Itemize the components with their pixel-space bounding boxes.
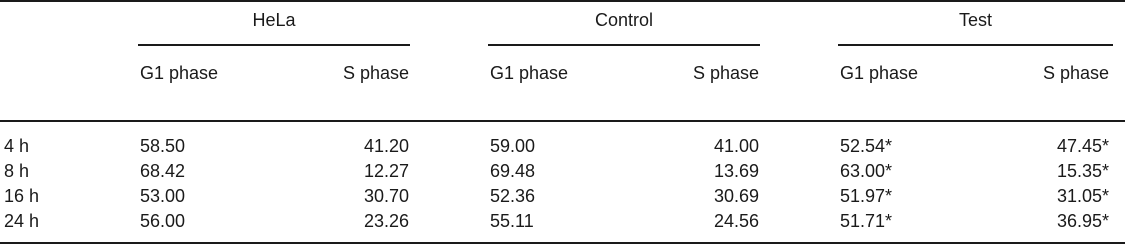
group-header-control: Control [594, 10, 654, 30]
subheader-test-s: S phase [1042, 63, 1109, 83]
table-bottom-rule [0, 242, 1125, 244]
table-cell: 15.35* [1056, 161, 1109, 181]
table-header-rule [0, 120, 1125, 122]
table-cell: 69.48 [490, 161, 536, 181]
table-cell: 51.71* [840, 211, 893, 231]
table-cell: 30.70 [363, 186, 409, 206]
subheader-control-s: S phase [692, 63, 759, 83]
subheader-test-g1: G1 phase [840, 63, 919, 83]
group-header-hela: HeLa [252, 10, 296, 30]
table-cell: 59.00 [490, 136, 536, 156]
table-cell: 24.56 [713, 211, 759, 231]
table-cell: 52.36 [490, 186, 536, 206]
table-cell: 52.54* [840, 136, 893, 156]
row-label: 8 h [4, 161, 30, 181]
group-rule-hela [138, 44, 410, 46]
group-rule-test [838, 44, 1113, 46]
subheader-hela-g1: G1 phase [140, 63, 219, 83]
table-cell: 12.27 [363, 161, 409, 181]
group-rule-control [488, 44, 760, 46]
table-cell: 63.00* [840, 161, 893, 181]
group-header-test: Test [958, 10, 992, 30]
table-cell: 41.00 [713, 136, 759, 156]
table-cell: 30.69 [713, 186, 759, 206]
row-label: 16 h [4, 186, 40, 206]
subheader-hela-s: S phase [342, 63, 409, 83]
subheader-control-g1: G1 phase [490, 63, 569, 83]
table-cell: 47.45* [1056, 136, 1109, 156]
table-cell: 68.42 [140, 161, 186, 181]
row-label: 24 h [4, 211, 40, 231]
table-cell: 56.00 [140, 211, 186, 231]
table-cell: 36.95* [1056, 211, 1109, 231]
table-cell: 55.11 [490, 211, 534, 231]
row-label: 4 h [4, 136, 30, 156]
table-cell: 53.00 [140, 186, 186, 206]
table-cell: 51.97* [840, 186, 893, 206]
table-cell: 23.26 [363, 211, 409, 231]
table-cell: 41.20 [363, 136, 409, 156]
table-cell: 58.50 [140, 136, 186, 156]
table-top-rule [0, 0, 1125, 2]
table-cell: 31.05* [1056, 186, 1109, 206]
table-cell: 13.69 [713, 161, 759, 181]
